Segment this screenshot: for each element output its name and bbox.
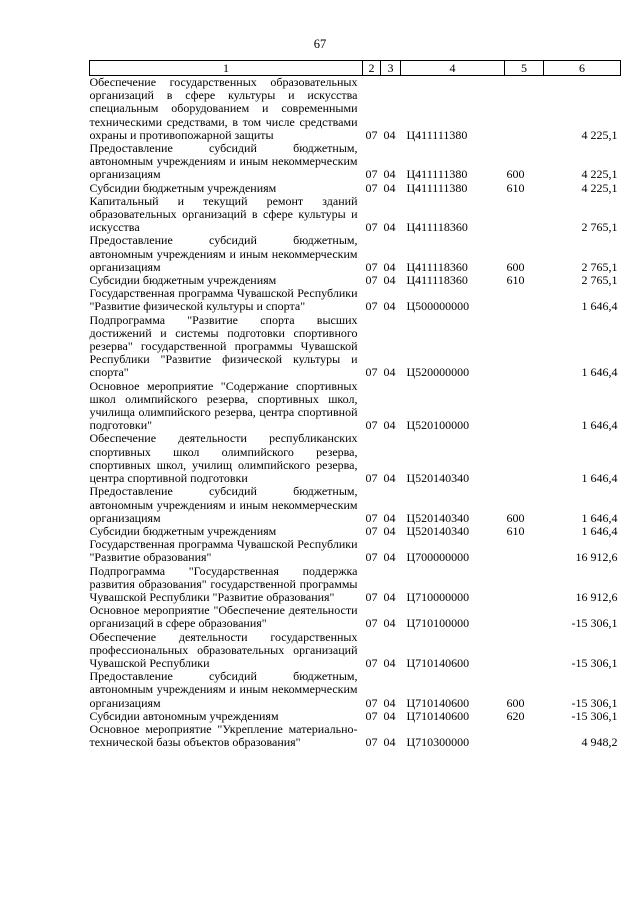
row-target-code: Ц411118360: [406, 259, 468, 274]
table-body: [90, 76, 621, 750]
row-expense-type: [505, 565, 544, 605]
row-section: 07: [365, 180, 378, 195]
row-subsection: 04: [383, 127, 396, 142]
row-amount: 2 765,1: [581, 273, 618, 288]
row-target-code: Ц520000000: [406, 365, 470, 380]
row-target-code: Ц710140600: [406, 655, 470, 670]
row-expense-type: [505, 76, 544, 143]
row-name: Подпрограмма "Развитие спорта высших достижений и системы подготовки спортивного резерва" государственной программы Чувашской Республики "Развитие физической культуры и спорта": [89, 312, 358, 380]
row-section: 07: [365, 616, 378, 631]
row-subsection: 04: [383, 510, 396, 525]
row-section: 07: [365, 655, 378, 670]
row-section: 07: [365, 523, 378, 538]
row-target-code: Ц411111380: [406, 167, 468, 182]
row-subsection: 04: [383, 167, 396, 182]
row-expense-type: 620: [506, 708, 525, 723]
row-name: Предоставление субсидий бюджетным, автономным учреждениям и иным некоммерческим организациям: [89, 484, 358, 525]
table-header-row: [90, 61, 621, 76]
header-col-2: 2: [363, 61, 381, 76]
table-row: [90, 182, 621, 195]
row-target-code: Ц710300000: [406, 735, 470, 750]
row-name: Подпрограмма "Государственная поддержка развития образования" государственной программы Чувашской Республики "Развитие образования": [89, 563, 358, 604]
row-amount: 1 646,4: [581, 471, 618, 486]
row-target-code: Ц710140600: [406, 708, 470, 723]
row-target-code: Ц710140600: [406, 695, 470, 710]
row-target-code: Ц411111380: [406, 180, 468, 195]
row-name: Субсидии автономным учреждениям: [89, 708, 279, 723]
row-amount: 1 646,4: [581, 299, 618, 314]
row-amount: 4 225,1: [581, 127, 618, 142]
row-subsection: 04: [383, 655, 396, 670]
row-subsection: 04: [383, 616, 396, 631]
row-subsection: 04: [383, 365, 396, 380]
table-row: [90, 432, 621, 485]
row-amount: 1 646,4: [581, 523, 618, 538]
row-target-code: Ц411118360: [406, 220, 468, 235]
row-section: 07: [365, 708, 378, 723]
header-col-3: 3: [381, 61, 401, 76]
row-name: Основное мероприятие "Содержание спортивных школ олимпийского резерва, спортивных школ, училища олимпийского резерва, центра спортивной подготовки": [89, 378, 358, 433]
row-amount: 1 646,4: [581, 510, 618, 525]
table-row: [90, 76, 621, 143]
row-target-code: Ц710100000: [406, 616, 470, 631]
row-expense-type: [505, 723, 544, 749]
row-subsection: 04: [383, 589, 396, 604]
row-name: Государственная программа Чувашской Республики "Развитие образования": [89, 537, 358, 565]
row-name: Предоставление субсидий бюджетным, автономным учреждениям и иным некоммерческим организациям: [89, 669, 358, 710]
row-name: Государственная программа Чувашской Республики "Развитие физической культуры и спорта": [89, 286, 358, 314]
table-row: [90, 604, 621, 630]
row-subsection: 04: [383, 735, 396, 750]
row-target-code: Ц500000000: [406, 299, 470, 314]
row-amount: 1 646,4: [581, 418, 618, 433]
row-name: Основное мероприятие "Обеспечение деятельности организаций в сфере образования": [89, 603, 358, 631]
row-amount: 4 948,2: [581, 735, 618, 750]
row-name: Обеспечение деятельности государственных профессиональных образовательных организаций Чувашской Республики: [89, 629, 358, 670]
row-section: 07: [365, 510, 378, 525]
row-section: 07: [365, 735, 378, 750]
header-col-4: 4: [401, 61, 505, 76]
table-row: [90, 723, 621, 749]
header-col-1: 1: [90, 61, 363, 76]
row-amount: -15 306,1: [571, 708, 618, 723]
row-target-code: Ц520140340: [406, 523, 470, 538]
row-section: 07: [365, 299, 378, 314]
row-amount: 4 225,1: [581, 180, 618, 195]
row-subsection: 04: [383, 180, 396, 195]
row-target-code: Ц520140340: [406, 510, 470, 525]
row-section: 07: [365, 418, 378, 433]
row-subsection: 04: [383, 418, 396, 433]
row-section: 07: [365, 259, 378, 274]
row-name: Субсидии бюджетным учреждениям: [89, 273, 277, 288]
row-expense-type: [505, 195, 544, 235]
row-section: 07: [365, 273, 378, 288]
row-expense-type: 610: [506, 180, 525, 195]
row-section: 07: [365, 365, 378, 380]
row-name: Субсидии бюджетным учреждениям: [89, 180, 277, 195]
row-subsection: 04: [383, 708, 396, 723]
row-amount: 2 765,1: [581, 259, 618, 274]
row-name: Предоставление субсидий бюджетным, автономным учреждениям и иным некоммерческим организациям: [89, 141, 358, 182]
row-subsection: 04: [383, 299, 396, 314]
table-row: [90, 314, 621, 380]
row-target-code: Ц411118360: [406, 273, 468, 288]
row-section: 07: [365, 167, 378, 182]
row-amount: -15 306,1: [571, 695, 618, 710]
row-section: 07: [365, 695, 378, 710]
row-section: 07: [365, 220, 378, 235]
row-amount: -15 306,1: [571, 616, 618, 631]
row-subsection: 04: [383, 220, 396, 235]
table-row: [90, 631, 621, 671]
row-target-code: Ц700000000: [406, 550, 470, 565]
row-name: Основное мероприятие "Укрепление материально-технической базы объектов образования": [89, 721, 358, 750]
row-expense-type: [505, 314, 544, 380]
row-expense-type: [505, 538, 544, 564]
row-subsection: 04: [383, 259, 396, 274]
row-amount: 16 912,6: [575, 589, 618, 604]
row-section: 07: [365, 589, 378, 604]
row-name: Предоставление субсидий бюджетным, автономным учреждениям и иным некоммерческим организациям: [89, 233, 358, 274]
row-amount: 16 912,6: [575, 550, 618, 565]
table-row: [90, 710, 621, 723]
row-target-code: Ц411111380: [406, 127, 468, 142]
row-subsection: 04: [383, 695, 396, 710]
table-row: [90, 195, 621, 235]
row-expense-type: [505, 631, 544, 671]
row-name: Обеспечение деятельности республиканских спортивных школ олимпийского резерва, спортивных школ, училищ олимпийского резерва, центра спортивной подготовки: [89, 431, 358, 486]
table-row: [90, 380, 621, 433]
table-row: [90, 565, 621, 605]
row-subsection: 04: [383, 523, 396, 538]
row-amount: 2 765,1: [581, 220, 618, 235]
header-col-6: 6: [544, 61, 621, 76]
table-row: [90, 538, 621, 564]
row-target-code: Ц520100000: [406, 418, 470, 433]
row-amount: -15 306,1: [571, 655, 618, 670]
row-target-code: Ц710000000: [406, 589, 470, 604]
row-expense-type: 600: [506, 510, 525, 525]
table-row: [90, 670, 621, 710]
row-expense-type: [505, 380, 544, 433]
row-section: 07: [365, 471, 378, 486]
table-row: [90, 142, 621, 182]
row-expense-type: 600: [506, 259, 525, 274]
row-expense-type: [505, 432, 544, 485]
row-expense-type: 610: [506, 523, 525, 538]
row-name: Субсидии бюджетным учреждениям: [89, 523, 277, 538]
row-expense-type: 600: [506, 167, 525, 182]
table-row: [90, 234, 621, 274]
row-expense-type: 600: [506, 695, 525, 710]
row-subsection: 04: [383, 471, 396, 486]
row-expense-type: 610: [506, 273, 525, 288]
row-amount: 4 225,1: [581, 167, 618, 182]
page-number: 67: [313, 37, 327, 51]
row-expense-type: [505, 604, 544, 630]
row-name: Обеспечение государственных образовательных организаций в сфере культуры и искусства специальным оборудованием и современными техническими средствами, в том числе средствами охраны и противопожарной защиты: [89, 75, 358, 142]
row-target-code: Ц520140340: [406, 471, 470, 486]
row-subsection: 04: [383, 550, 396, 565]
budget-table: [89, 60, 621, 749]
table-row: [90, 485, 621, 525]
row-section: 07: [365, 127, 378, 142]
row-section: 07: [365, 550, 378, 565]
row-expense-type: [505, 287, 544, 313]
row-name: Капитальный и текущий ремонт зданий образовательных организаций в сфере культуры и искусства: [89, 193, 358, 235]
table-row: [90, 287, 621, 313]
row-amount: 1 646,4: [581, 365, 618, 380]
header-col-5: 5: [505, 61, 544, 76]
row-subsection: 04: [383, 273, 396, 288]
